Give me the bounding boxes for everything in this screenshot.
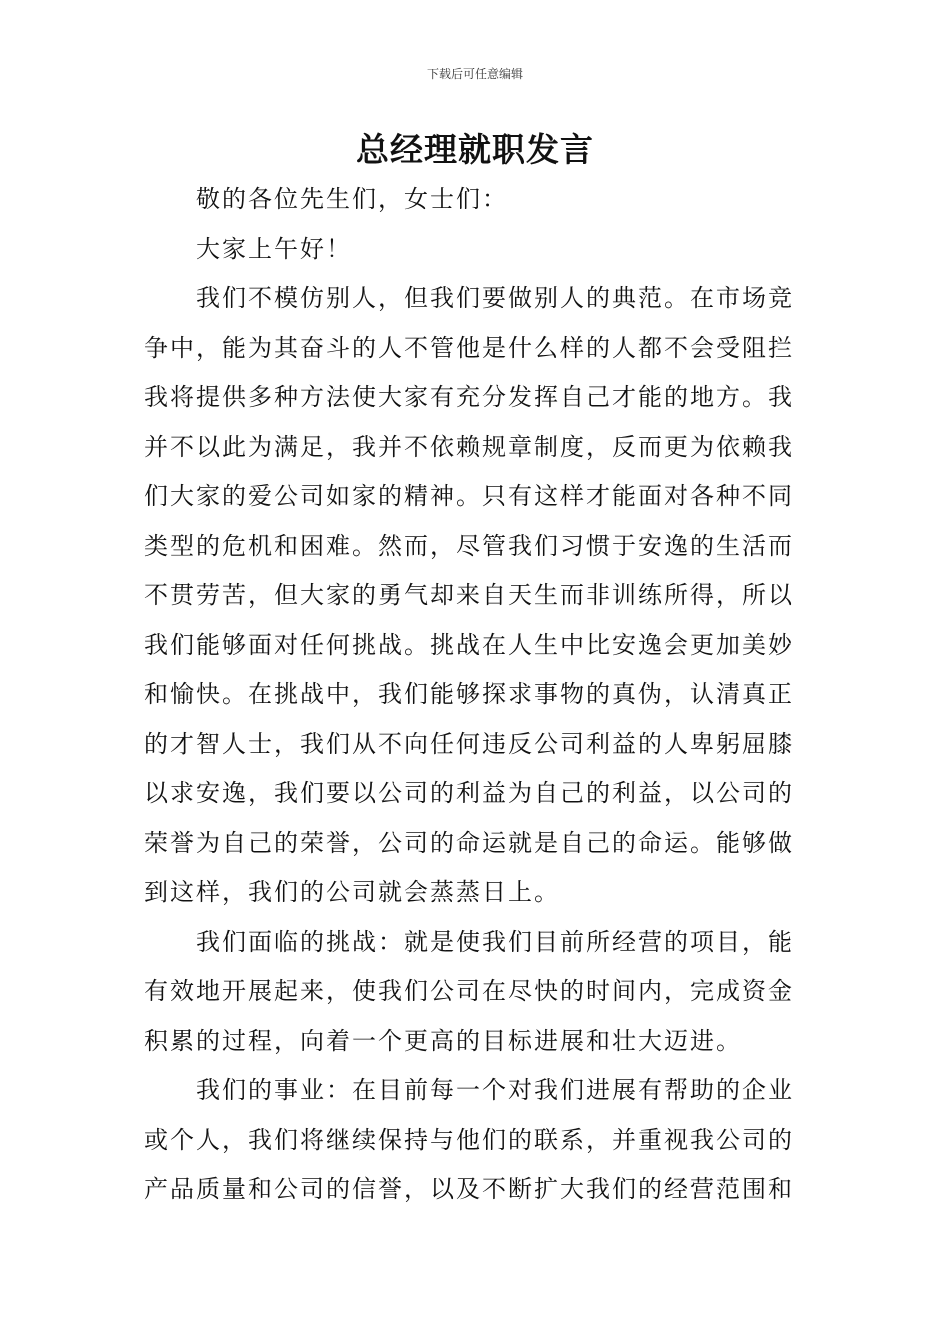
text-line: 积累的过程，向着一个更高的目标进展和壮大迈进。 — [144, 1026, 742, 1055]
paragraph-challenge — [144, 918, 808, 1067]
text-line: 并不以此为满足，我并不依赖规章制度，反而更为依赖我 — [144, 432, 794, 461]
text-line: 和愉快。在挑战中，我们能够探求事物的真伪，认清真正 — [144, 680, 794, 708]
text-line: 类型的危机和困难。然而，尽管我们习惯于安逸的生活而 — [144, 531, 794, 560]
text-line: 们大家的爱公司如家的精神。只有这样才能面对各种不同 — [144, 482, 794, 510]
text-line: 我们不模仿别人，但我们要做别人的典范。在市场竞 — [196, 284, 794, 312]
paragraph-career — [144, 1066, 808, 1215]
text-line: 到这样，我们的公司就会蒸蒸日上。 — [144, 878, 560, 906]
text-line: 的才智人士，我们从不向任何违反公司利益的人卑躬屈膝 — [144, 729, 794, 758]
document-title: 总经理就职发言 — [356, 130, 594, 169]
page-header-note: 下载后可任意编辑 — [426, 67, 523, 81]
text-line: 荣誉为自己的荣誉，公司的命运就是自己的命运。能够做 — [144, 828, 794, 857]
paragraph-role-model — [144, 274, 808, 918]
text-line: 我们的事业：在目前每一个对我们进展有帮助的企业 — [196, 1076, 794, 1104]
paragraph-greeting — [144, 175, 808, 225]
text-line: 我们面临的挑战：就是使我们目前所经营的项目，能 — [196, 927, 794, 956]
text-line: 有效地开展起来，使我们公司在尽快的时间内，完成资金 — [144, 977, 794, 1005]
text-line: 我们能够面对任何挑战。挑战在人生中比安逸会更加美妙 — [144, 630, 794, 659]
text-line: 不贯劳苦，但大家的勇气却来自天生而非训练所得，所以 — [144, 581, 794, 609]
text-line: 或个人，我们将继续保持与他们的联系，并重视我公司的 — [144, 1125, 794, 1154]
text-line: 产品质量和公司的信誉，以及不断扩大我们的经营范围和 — [144, 1175, 794, 1203]
text-line: 我将提供多种方法使大家有充分发挥自己才能的地方。我 — [144, 383, 794, 411]
document-body — [144, 175, 808, 1215]
text-line: 敬的各位先生们，女士们： — [196, 185, 508, 213]
paragraph-salutation — [144, 225, 808, 275]
text-line: 大家上午好！ — [196, 234, 352, 263]
text-line: 争中，能为其奋斗的人不管他是什么样的人都不会受阻拦 — [144, 333, 794, 362]
text-line: 以求安逸，我们要以公司的利益为自己的利益，以公司的 — [144, 779, 794, 807]
